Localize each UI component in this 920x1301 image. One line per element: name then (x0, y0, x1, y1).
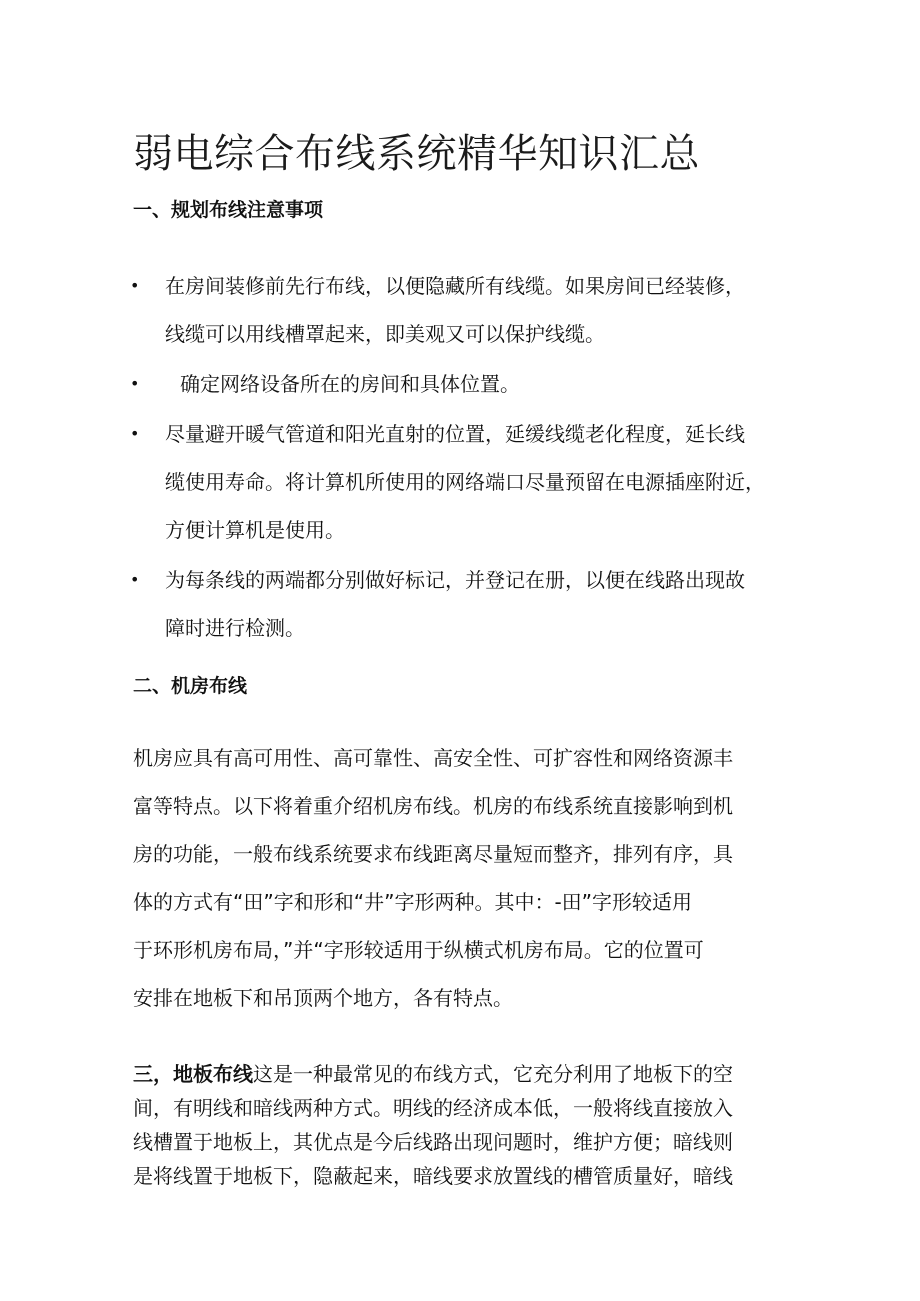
bullet-list (0, 262, 920, 654)
list-item (0, 410, 920, 554)
floor-wiring-paragraph (133, 1057, 793, 1193)
server-room-paragraph: 机房应具有高可用性、高可靠性、高安全性、可扩容性和网络资源丰 富等特点。以下将着重介绍机房布线。机房的布线系统直接影响到机 房的功能，一般布线系统要求布线距离尽量短而整齐，排列有序，具 体的方式有“田”字和形和“井”字形两种。其中：-田”字形较适用 于环形机房布局，”并“字形较适用于纵横式机房布局。它的位置可 安排在地板下和吊顶两个地方，各有特点。 (133, 746, 733, 1010)
floor-wiring-text: 这是一种最常见的布线方式，它充分利用了地板下的空 间，有明线和暗线两种方式。明线的经济成本低，一般将线直接放入 线槽置于地板上，其优点是今后线路出现问题时，维护方便；暗线则 是将线置于地板下，隐蔽起来，暗线要求放置线的槽管质量好，暗线 (133, 1062, 733, 1188)
bullet-marker: • (130, 570, 140, 589)
section-heading-server-room: 二、机房布线 (133, 675, 248, 697)
list-item-text: 尽量避开暖气管道和阳光直射的位置，延缓线缆老化程度，延长线 缆使用寿命。将计算机所使用的网络端口尽量预留在电源插座附近， 方便计算机是使用。 (165, 422, 765, 542)
list-item-text: 为每条线的两端都分别做好标记，并登记在册，以便在线路出现故 障时进行检测。 (165, 568, 745, 640)
bullet-marker: • (130, 276, 140, 295)
list-item-text: 在房间装修前先行布线，以便隐藏所有线缆。如果房间已经装修， 线缆可以用线槽罩起来，即美观又可以保护线缆。 (165, 274, 745, 346)
list-item-text: 确定网络设备所在的房间和具体位置。 (180, 372, 520, 396)
page-title: 弱电综合布线系统精华知识汇总 (133, 131, 700, 177)
list-item (0, 360, 920, 408)
list-item (0, 556, 920, 652)
bullet-marker: • (130, 424, 140, 443)
list-item (0, 262, 920, 358)
bullet-marker: • (130, 374, 140, 393)
floor-wiring-lead: 三，地板布线 (133, 1062, 253, 1086)
section-heading-planning: 一、规划布线注意事项 (133, 199, 324, 221)
